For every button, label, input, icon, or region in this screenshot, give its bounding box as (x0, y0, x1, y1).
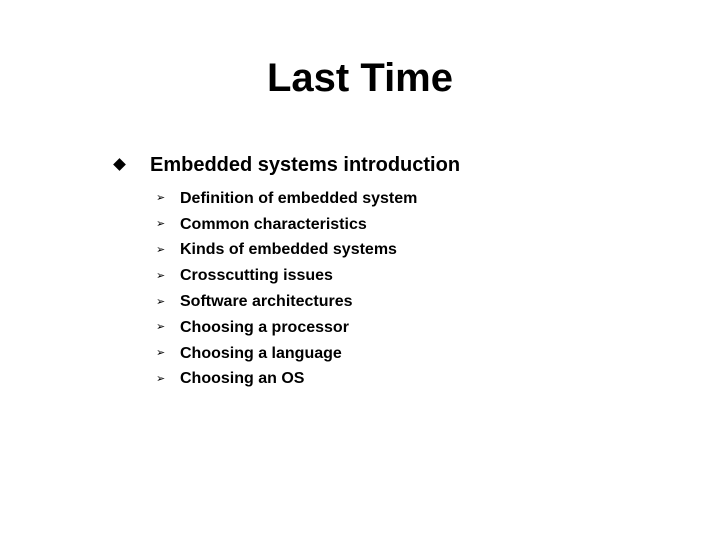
sub-bullet-text: Definition of embedded system (180, 189, 418, 207)
arrow-bullet-icon: ➢ (156, 295, 166, 308)
sub-bullet-text: Choosing an OS (180, 370, 305, 388)
sub-bullet-item (156, 212, 417, 238)
sub-bullet-text: Common characteristics (180, 215, 367, 233)
sub-bullet-item (156, 367, 417, 393)
arrow-bullet-icon: ➢ (156, 347, 166, 360)
sub-bullet-text: Kinds of embedded systems (180, 241, 397, 259)
sub-bullet-text: Choosing a language (180, 344, 342, 362)
arrow-bullet-icon: ➢ (156, 321, 166, 334)
sub-bullet-item (156, 289, 417, 315)
sub-bullet-text: Software architectures (180, 293, 353, 311)
sub-bullet-text: Choosing a processor (180, 318, 349, 336)
sub-bullet-text: Crosscutting issues (180, 267, 333, 285)
arrow-bullet-icon: ➢ (156, 269, 166, 282)
arrow-bullet-icon: ➢ (156, 372, 166, 385)
diamond-bullet-icon (113, 158, 126, 171)
arrow-bullet-icon: ➢ (156, 192, 166, 205)
slide-title: Last Time (267, 56, 453, 100)
sub-bullet-list (156, 186, 417, 392)
sub-bullet-item (156, 238, 417, 264)
arrow-bullet-icon: ➢ (156, 243, 166, 256)
sub-bullet-item (156, 186, 417, 212)
main-bullet (112, 153, 461, 176)
sub-bullet-item (156, 315, 417, 341)
sub-bullet-item (156, 263, 417, 289)
sub-bullet-item (156, 341, 417, 367)
arrow-bullet-icon: ➢ (156, 218, 166, 231)
main-bullet-text: Embedded systems introduction (150, 153, 461, 176)
